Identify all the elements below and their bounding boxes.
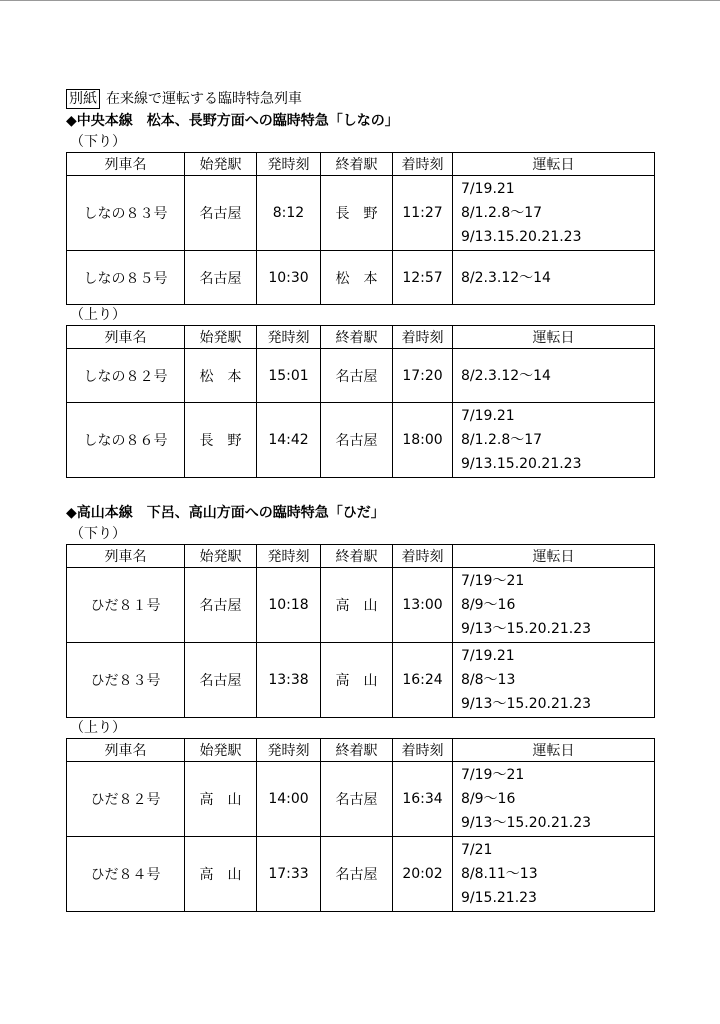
arrival-time-cell: 13:00 <box>393 568 453 643</box>
column-header: 運転日 <box>453 326 655 349</box>
column-header: 終着駅 <box>321 545 393 568</box>
operating-day-line: 9/13～15.20.21.23 <box>461 696 592 712</box>
operating-days-cell <box>453 403 655 478</box>
origin-station-cell: 名古屋 <box>185 643 257 718</box>
arrival-time-cell: 16:24 <box>393 643 453 718</box>
departure-time-cell: 10:18 <box>257 568 321 643</box>
column-header: 発時刻 <box>257 545 321 568</box>
direction-label: （上り） <box>70 307 126 323</box>
timetable <box>66 152 655 305</box>
column-header: 始発駅 <box>185 545 257 568</box>
table-row <box>67 837 655 912</box>
timetable <box>66 738 655 912</box>
top-border-line <box>0 0 720 1</box>
arrival-time-cell: 17:20 <box>393 349 453 403</box>
column-header: 列車名 <box>67 739 185 762</box>
attachment-tag: 別紙 <box>66 89 100 109</box>
destination-station-cell: 名古屋 <box>321 762 393 837</box>
column-header: 列車名 <box>67 326 185 349</box>
section-title: ◆高山本線 下呂、高山方面への臨時特急「ひだ」 <box>66 505 385 521</box>
destination-station-cell: 高 山 <box>321 568 393 643</box>
operating-day-line: 8/1.2.8～17 <box>461 432 543 448</box>
operating-day-line: 7/19.21 <box>461 181 515 197</box>
operating-days-cell <box>453 176 655 251</box>
departure-time-cell: 15:01 <box>257 349 321 403</box>
operating-day-line: 9/15.21.23 <box>461 890 537 906</box>
destination-station-cell: 名古屋 <box>321 403 393 478</box>
operating-day-line: 7/19.21 <box>461 648 515 664</box>
arrival-time-cell: 12:57 <box>393 251 453 305</box>
column-header: 発時刻 <box>257 326 321 349</box>
train-name-cell: ひだ８２号 <box>67 762 185 837</box>
departure-time-cell: 10:30 <box>257 251 321 305</box>
operating-days-cell <box>453 349 655 403</box>
departure-time-cell: 17:33 <box>257 837 321 912</box>
operating-day-line: 8/2.3.12～14 <box>461 269 551 286</box>
header-row <box>67 545 655 568</box>
operating-day-line: 9/13～15.20.21.23 <box>461 815 592 831</box>
column-header: 列車名 <box>67 153 185 176</box>
column-header: 着時刻 <box>393 153 453 176</box>
departure-time-cell: 8:12 <box>257 176 321 251</box>
arrival-time-cell: 16:34 <box>393 762 453 837</box>
table-row <box>67 643 655 718</box>
origin-station-cell: 名古屋 <box>185 176 257 251</box>
origin-station-cell: 長 野 <box>185 403 257 478</box>
column-header: 始発駅 <box>185 326 257 349</box>
operating-days-cell <box>453 568 655 643</box>
document-heading <box>66 88 656 110</box>
column-header: 発時刻 <box>257 153 321 176</box>
operating-day-line: 8/8～13 <box>461 672 516 688</box>
operating-day-line: 7/21 <box>461 842 493 858</box>
operating-day-line: 8/9～16 <box>461 791 516 807</box>
arrival-time-cell: 18:00 <box>393 403 453 478</box>
operating-days-cell <box>453 762 655 837</box>
train-name-cell: しなの８３号 <box>67 176 185 251</box>
section-gap <box>66 478 656 502</box>
train-name-cell: ひだ８３号 <box>67 643 185 718</box>
destination-station-cell: 名古屋 <box>321 349 393 403</box>
train-name-cell: しなの８６号 <box>67 403 185 478</box>
column-header: 終着駅 <box>321 153 393 176</box>
train-name-cell: しなの８２号 <box>67 349 185 403</box>
operating-day-line: 9/13～15.20.21.23 <box>461 621 592 637</box>
column-header: 始発駅 <box>185 153 257 176</box>
departure-time-cell: 13:38 <box>257 643 321 718</box>
destination-station-cell: 長 野 <box>321 176 393 251</box>
operating-days-cell <box>453 251 655 305</box>
destination-station-cell: 名古屋 <box>321 837 393 912</box>
operating-day-line: 7/19.21 <box>461 408 515 424</box>
origin-station-cell: 名古屋 <box>185 251 257 305</box>
operating-day-line: 8/2.3.12～14 <box>461 367 551 384</box>
direction-label: （下り） <box>70 526 126 542</box>
column-header: 着時刻 <box>393 545 453 568</box>
departure-time-cell: 14:42 <box>257 403 321 478</box>
section-title: ◆中央本線 松本、長野方面への臨時特急「しなの」 <box>66 113 399 129</box>
operating-day-line: 9/13.15.20.21.23 <box>461 456 582 472</box>
table-row <box>67 762 655 837</box>
operating-day-line: 8/1.2.8～17 <box>461 205 543 221</box>
direction-label: （下り） <box>70 134 126 150</box>
column-header: 始発駅 <box>185 739 257 762</box>
column-header: 運転日 <box>453 153 655 176</box>
direction-label: （上り） <box>70 720 126 736</box>
column-header: 着時刻 <box>393 326 453 349</box>
column-header: 発時刻 <box>257 739 321 762</box>
origin-station-cell: 名古屋 <box>185 568 257 643</box>
destination-station-cell: 松 本 <box>321 251 393 305</box>
column-header: 列車名 <box>67 545 185 568</box>
operating-days-cell <box>453 643 655 718</box>
operating-days-cell <box>453 837 655 912</box>
table-row <box>67 568 655 643</box>
train-name-cell: ひだ８１号 <box>67 568 185 643</box>
column-header: 終着駅 <box>321 326 393 349</box>
timetable <box>66 544 655 718</box>
origin-station-cell: 高 山 <box>185 762 257 837</box>
header-row <box>67 739 655 762</box>
column-header: 終着駅 <box>321 739 393 762</box>
column-header: 運転日 <box>453 545 655 568</box>
train-name-cell: しなの８５号 <box>67 251 185 305</box>
arrival-time-cell: 11:27 <box>393 176 453 251</box>
operating-day-line: 7/19～21 <box>461 767 525 783</box>
table-row <box>67 176 655 251</box>
heading-text: 在来線で運転する臨時特急列車 <box>106 91 302 107</box>
departure-time-cell: 14:00 <box>257 762 321 837</box>
operating-day-line: 8/9～16 <box>461 597 516 613</box>
table-row <box>67 251 655 305</box>
destination-station-cell: 高 山 <box>321 643 393 718</box>
table-row <box>67 349 655 403</box>
origin-station-cell: 高 山 <box>185 837 257 912</box>
sections-container <box>66 110 656 912</box>
operating-day-line: 8/8.11～13 <box>461 866 538 882</box>
header-row <box>67 153 655 176</box>
operating-day-line: 9/13.15.20.21.23 <box>461 229 582 245</box>
timetable <box>66 325 655 478</box>
column-header: 着時刻 <box>393 739 453 762</box>
table-row <box>67 403 655 478</box>
column-header: 運転日 <box>453 739 655 762</box>
origin-station-cell: 松 本 <box>185 349 257 403</box>
train-name-cell: ひだ８４号 <box>67 837 185 912</box>
document <box>66 88 656 912</box>
arrival-time-cell: 20:02 <box>393 837 453 912</box>
operating-day-line: 7/19～21 <box>461 573 525 589</box>
header-row <box>67 326 655 349</box>
